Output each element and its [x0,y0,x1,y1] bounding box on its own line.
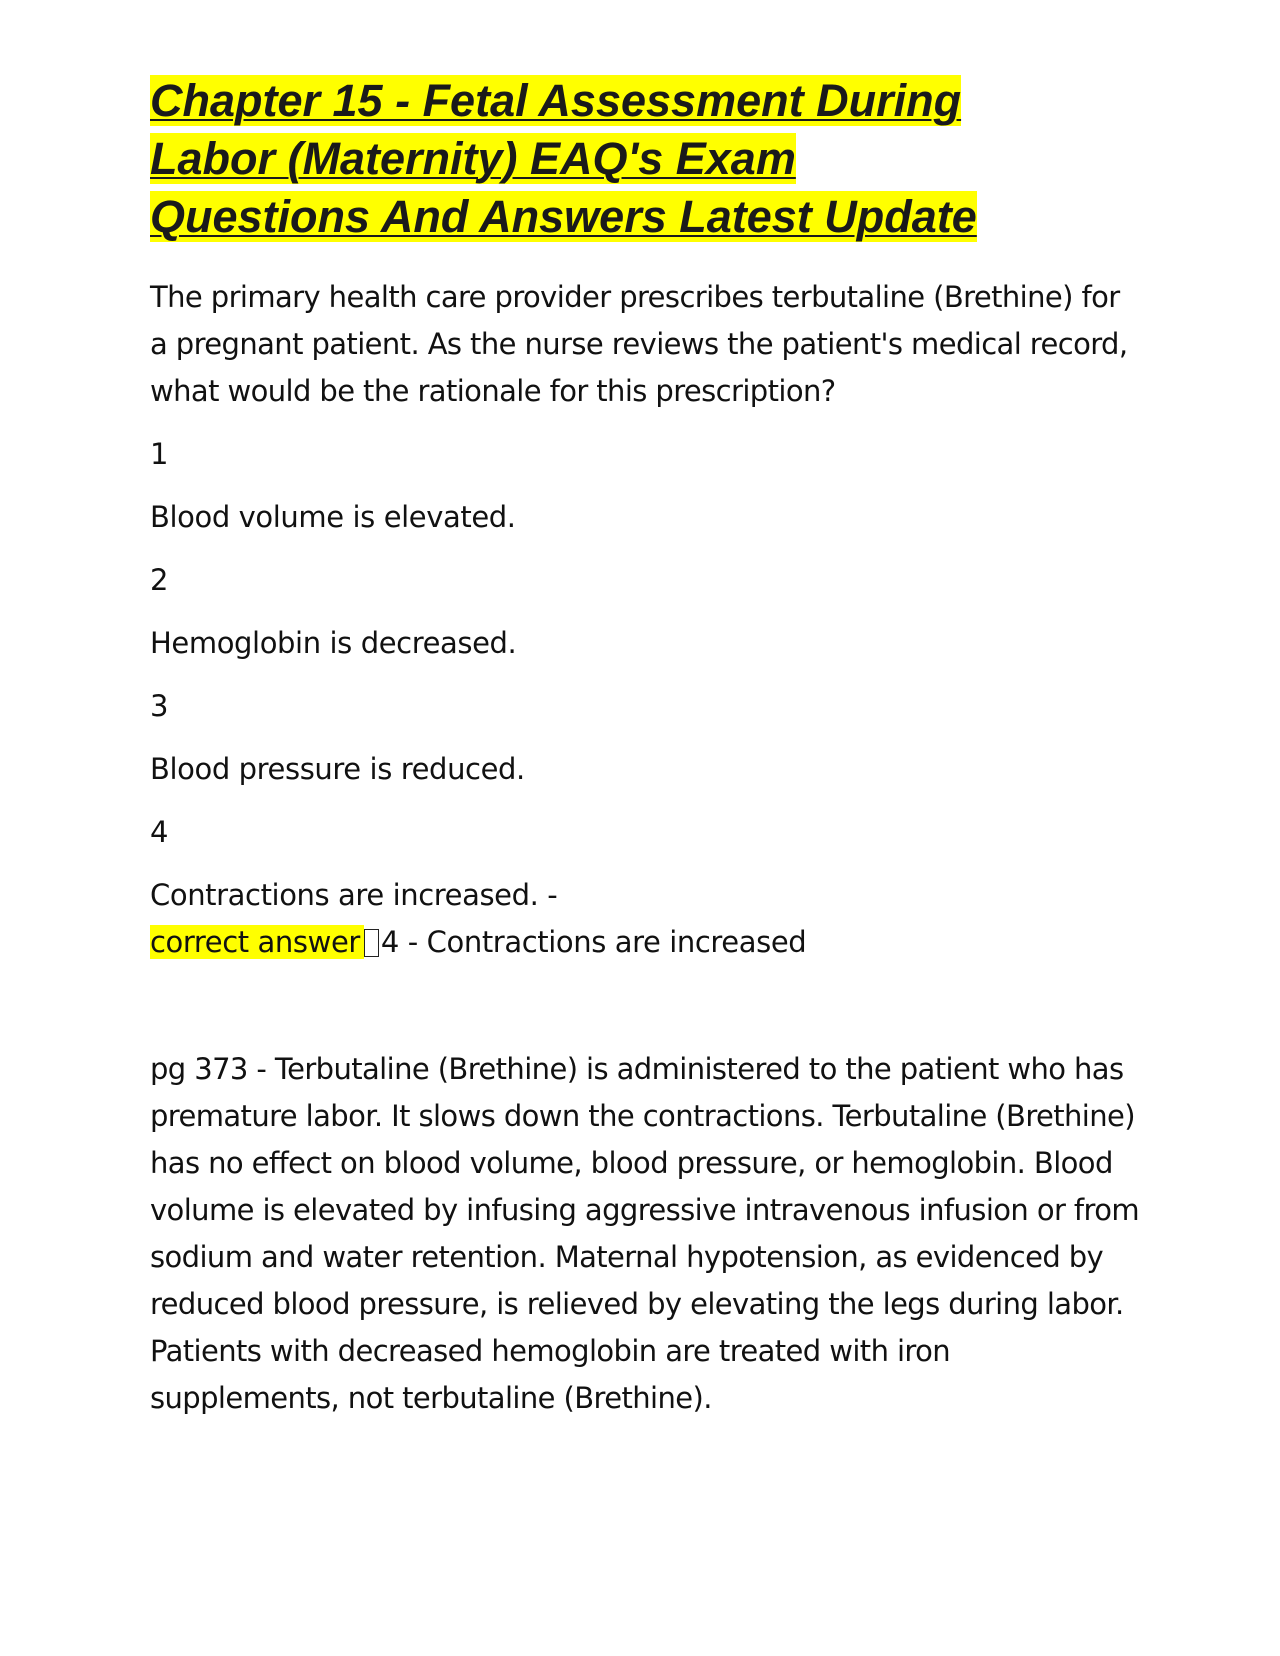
correct-answer-label: correct answer [150,925,364,959]
option-text-1: Blood volume is elevated. [150,500,516,534]
document-page [150,72,1140,1422]
option-number-2: 2 [150,563,169,597]
option-text-3: Blood pressure is reduced. [150,752,525,786]
question-text: The primary health care provider prescribes terbutaline (Brethine) for a pregnant patient. As the nurse reviews the patient's medical record, what would be the rationale for this prescription? [150,280,1128,408]
rationale-text: pg 373 - Terbutaline (Brethine) is administered to the patient who has premature labor. It slows down the contractions. Terbutaline (Brethine) has no effect on blood volume, blood pressure, or hemoglobin. Blood volume is elevated by infusing aggressive intravenous infusion or from sodium and water retention. Maternal hypotension, as evidenced by reduced blood pressure, is relieved by elevating the legs during labor. Patients with decreased hemoglobin are treated with iron supplements, not terbutaline (Brethine). [150,1052,1139,1415]
option-number-3: 3 [150,689,169,723]
answer-block [150,872,1140,966]
option-text-2: Hemoglobin is decreased. [150,626,517,660]
title-line-3: Questions And Answers Latest Update [150,191,977,242]
title-line-2: Labor (Maternity) EAQ's Exam [150,133,796,184]
document-title [150,72,1140,246]
option-number-4: 4 [150,815,169,849]
missing-glyph-box-icon [364,929,379,957]
option-text-4: Contractions are increased. - [150,878,558,912]
correct-answer-line [150,919,1140,966]
option-number-1: 1 [150,437,169,471]
title-line-1: Chapter 15 - Fetal Assessment During [150,75,962,126]
correct-answer-text: 4 - Contractions are increased [380,925,807,959]
